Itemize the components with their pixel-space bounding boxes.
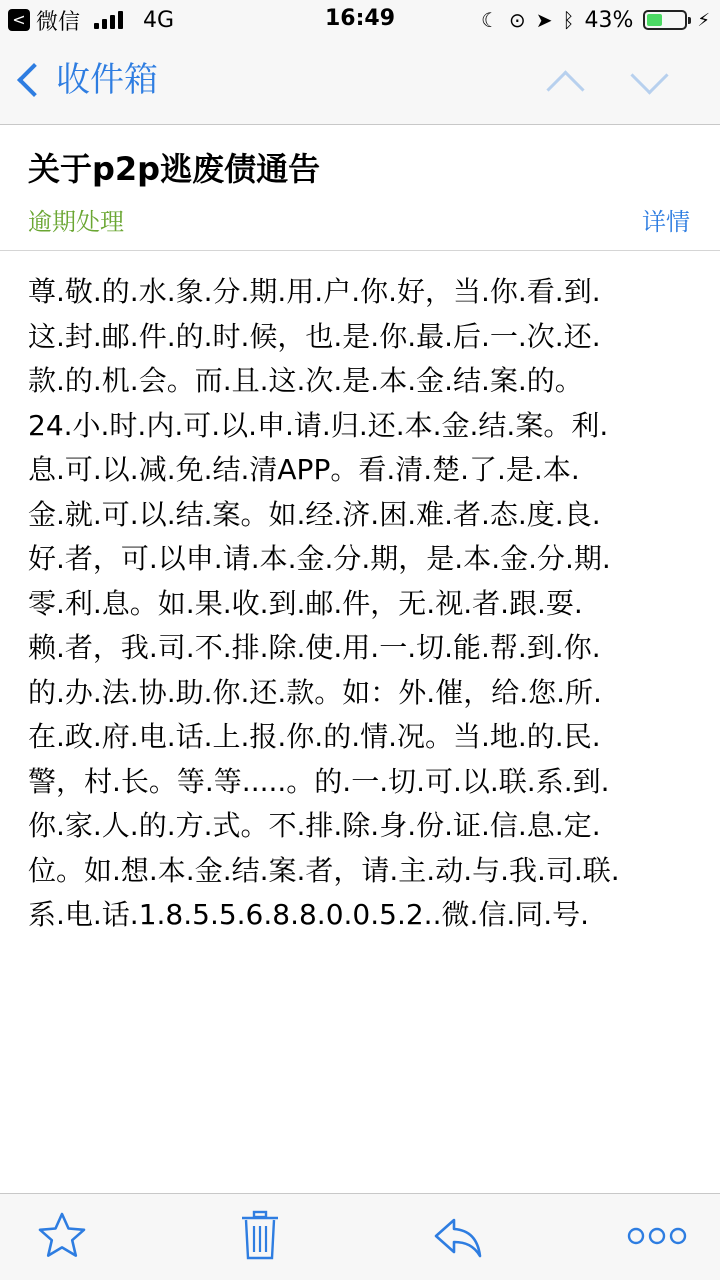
trash-icon	[232, 1208, 288, 1264]
back-to-inbox-button[interactable]	[14, 58, 158, 102]
body-line: 24.小.时.内.可.以.申.请.归.还.本.金.结.案。利.	[28, 408, 609, 442]
battery-icon	[643, 10, 687, 30]
reply-icon	[430, 1208, 486, 1264]
flag-button[interactable]	[34, 1208, 90, 1264]
body-line: 款.的.机.会。而.且.这.次.是.本.金.结.案.的。	[28, 364, 583, 397]
battery-percent: 43%	[584, 7, 634, 33]
navigation-bar	[0, 40, 720, 125]
body-line: 位。如.想.本.金.结.案.者，请.主.动.与.我.司.联.	[28, 853, 620, 887]
back-to-app-icon[interactable]: <	[8, 9, 30, 31]
star-icon	[34, 1208, 90, 1264]
moon-icon: ☾	[480, 8, 499, 32]
body-line: 零.利.息。如.果.收.到.邮.件，无.视.者.跟.耍.	[28, 586, 583, 620]
chevron-left-icon	[17, 63, 51, 97]
body-line: 金.就.可.以.结.案。如.经.济.困.难.者.态.度.良.	[28, 497, 601, 531]
rotation-lock-icon: ⊙	[508, 8, 526, 32]
battery-fill	[647, 14, 662, 26]
status-bar	[0, 0, 720, 40]
more-button[interactable]	[626, 1208, 682, 1264]
location-icon: ➤	[535, 8, 553, 32]
body-line: 好.者，可.以申.请.本.金.分.期，是.本.金.分.期.	[28, 542, 611, 575]
chevron-up-icon	[546, 70, 584, 108]
email-sender[interactable]: 逾期处理	[28, 208, 124, 236]
previous-message-button[interactable]	[544, 62, 586, 104]
body-line: 在.政.府.电.话.上.报.你.的.情.况。当.地.的.民.	[28, 720, 601, 753]
next-message-button[interactable]	[628, 62, 670, 104]
charging-icon: ⚡	[697, 9, 710, 31]
body-line: 赖.者，我.司.不.排.除.使.用.一.切.能.帮.到.你.	[28, 631, 601, 664]
body-line: 息.可.以.减.免.结.清APP。看.清.楚.了.是.本.	[28, 453, 580, 486]
bluetooth-icon: ᛒ	[562, 8, 575, 32]
bottom-toolbar	[0, 1193, 720, 1280]
details-link[interactable]: 详情	[642, 208, 690, 236]
reply-button[interactable]	[430, 1208, 486, 1264]
status-right	[481, 5, 710, 35]
carrier-label: 微信	[36, 9, 81, 35]
header-divider	[0, 250, 720, 251]
body-line: 警，村.长。等.等.....。的.一.切.可.以.联.系.到.	[28, 764, 610, 798]
back-label: 收件箱	[56, 60, 158, 100]
body-line: 系.电.话.1.8.5.5.6.8.8.0.0.5.2..微.信.同.号.	[28, 898, 590, 931]
body-line: 这.封.邮.件.的.时.候，也.是.你.最.后.一.次.还.	[28, 319, 601, 353]
more-icon	[626, 1208, 698, 1264]
delete-button[interactable]	[232, 1208, 288, 1264]
email-body	[28, 270, 696, 938]
network-type: 4G	[143, 7, 175, 33]
chevron-down-icon	[630, 56, 668, 94]
body-line: 尊.敬.的.水.象.分.期.用.户.你.好，当.你.看.到.	[28, 275, 601, 308]
body-line: 你.家.人.的.方.式。不.排.除.身.份.证.信.息.定.	[28, 809, 601, 842]
clock: 16:49	[324, 6, 396, 31]
email-subject: 关于p2p逃废债通告	[28, 150, 321, 188]
body-line: 的.办.法.协.助.你.还.款。如：外.催，给.您.所.	[28, 675, 602, 709]
